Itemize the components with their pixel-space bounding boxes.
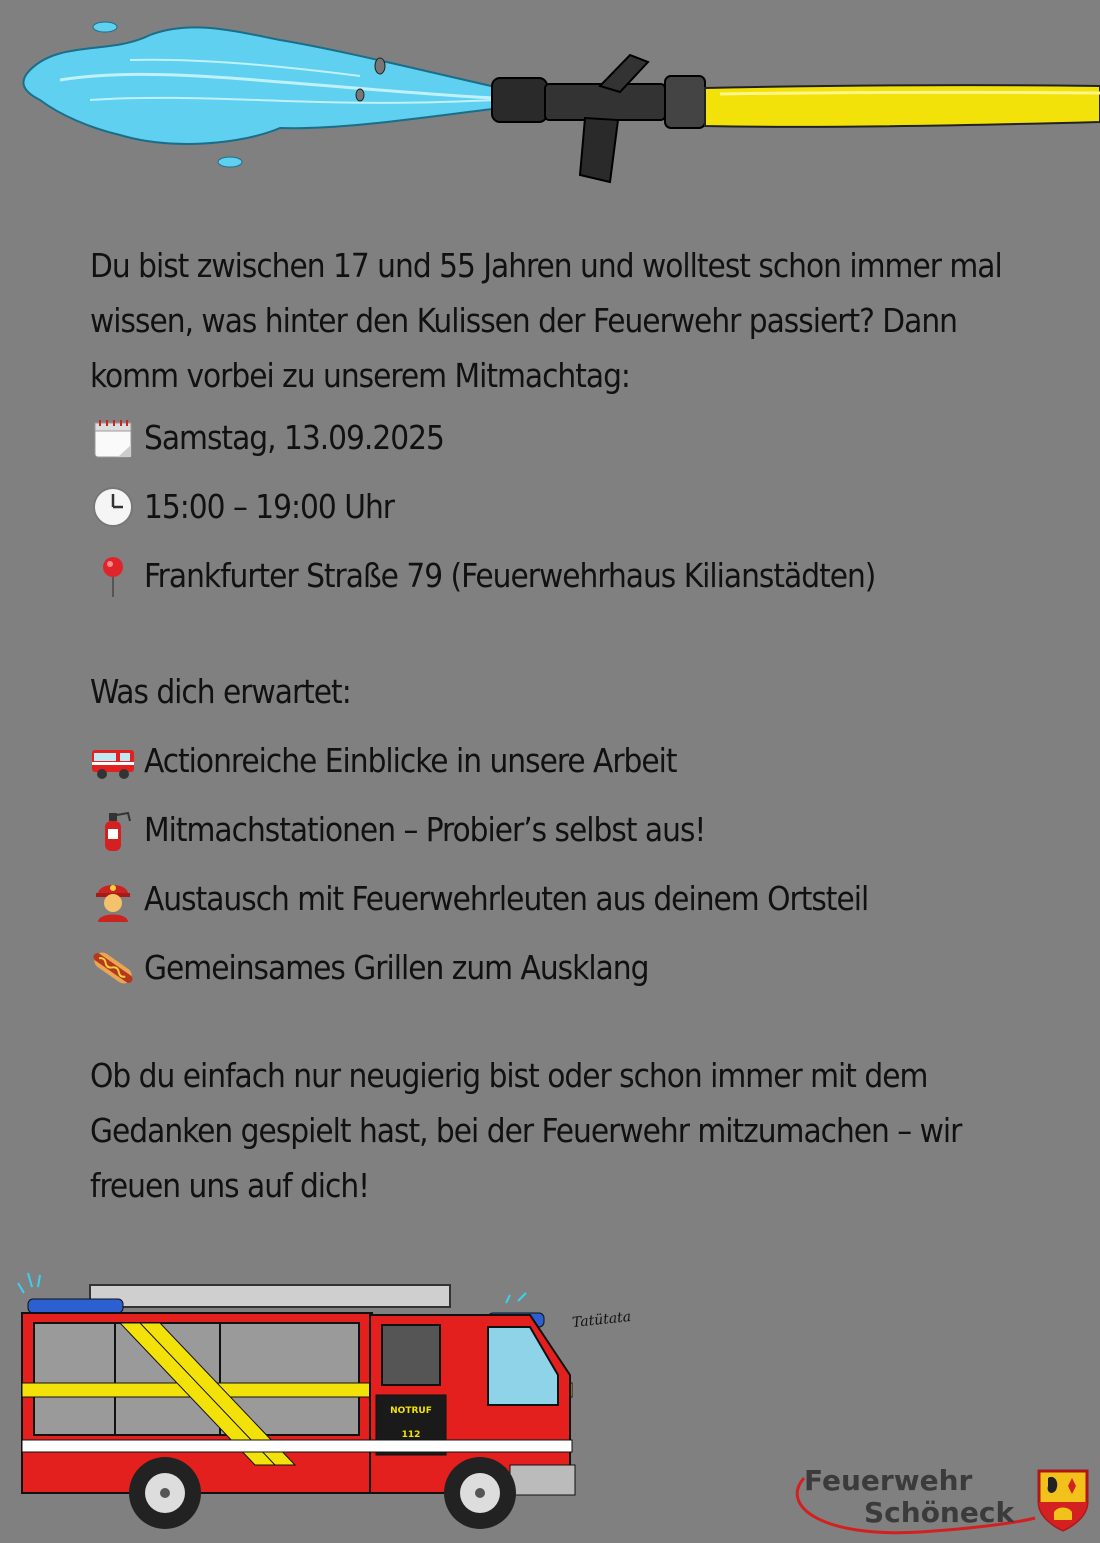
truck-door-label: NOTRUF: [390, 1406, 432, 1416]
flyer-text: [90, 238, 1050, 1213]
expect-item: [90, 933, 1050, 1002]
expect-heading: Was dich erwartet:: [90, 671, 351, 711]
closing-line-3: freuen uns auf dich!: [90, 1166, 370, 1205]
expect-item-text: Austausch mit Feuerwehrleuten aus deinem Ortsteil: [144, 879, 869, 918]
intro-line-1: Du bist zwischen 17 und 55 Jahren und wolltest schon immer mal: [90, 246, 1002, 285]
pin-icon: [90, 553, 136, 599]
event-location-row: [90, 541, 1050, 610]
fire-truck-illustration: [10, 1265, 650, 1540]
clock-icon: [90, 484, 136, 530]
fire-engine-icon: [90, 738, 136, 784]
closing-line-1: Ob du einfach nur neugierig bist oder schon immer mit dem: [90, 1056, 928, 1095]
logo-line-1: Feuerwehr: [804, 1464, 973, 1497]
expect-item-text: Actionreiche Einblicke in unsere Arbeit: [144, 741, 677, 780]
feuerwehr-schoeneck-logo: [790, 1460, 1090, 1535]
truck-door-number: 112: [401, 1430, 421, 1440]
logo-line-2: Schöneck: [864, 1496, 1015, 1529]
expect-item: [90, 864, 1050, 933]
coat-of-arms-icon: [1036, 1468, 1090, 1532]
intro-line-3: komm vorbei zu unserem Mitmachtag:: [90, 356, 630, 395]
event-date-row: [90, 403, 1050, 472]
hotdog-icon: [90, 945, 136, 991]
expect-item: [90, 726, 1050, 795]
event-date: Samstag, 13.09.2025: [144, 418, 444, 457]
expect-item-text: Gemeinsames Grillen zum Ausklang: [144, 948, 649, 987]
truck-signature: Tatütata: [571, 1308, 632, 1332]
hose-nozzle-illustration: [0, 0, 1100, 200]
intro-line-2: wissen, was hinter den Kulissen der Feuerwehr passiert? Dann: [90, 301, 957, 340]
firefighter-icon: [90, 876, 136, 922]
closing-line-2: Gedanken gespielt hast, bei der Feuerwehr mitzumachen – wir: [90, 1111, 962, 1150]
event-time: 15:00 – 19:00 Uhr: [144, 487, 394, 526]
fire-extinguisher-icon: [90, 807, 136, 853]
calendar-icon: [90, 415, 136, 461]
expect-item-text: Mitmachstationen – Probier’s selbst aus!: [144, 810, 706, 849]
expect-item: [90, 795, 1050, 864]
event-time-row: [90, 472, 1050, 541]
event-location: Frankfurter Straße 79 (Feuerwehrhaus Kilianstädten): [144, 556, 876, 595]
